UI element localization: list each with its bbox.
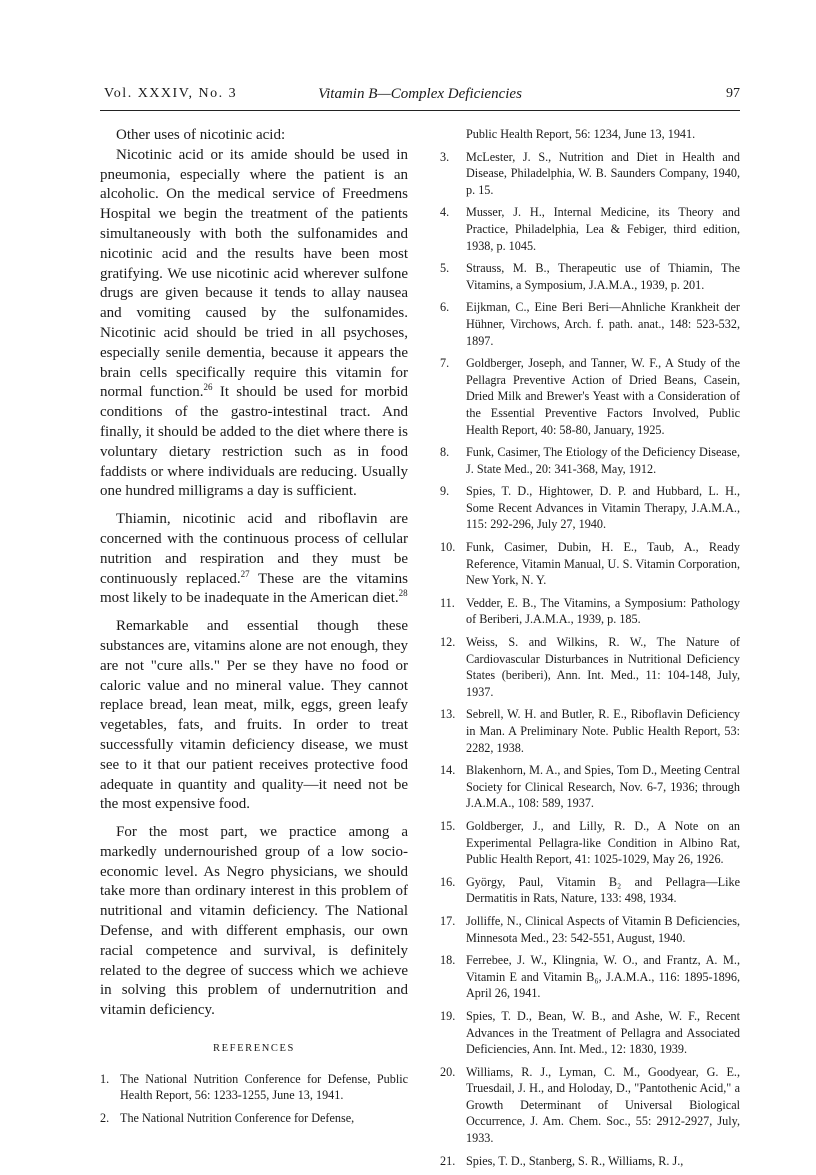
reference-text: Musser, J. H., Internal Medicine, its Theory and Practice, Philadelphia, Lea & Febiger, third edition, 1938, p. 1045. <box>466 205 740 253</box>
reference-number: 14. <box>440 763 456 778</box>
references-heading: REFERENCES <box>213 1043 295 1055</box>
reference-item <box>440 149 740 199</box>
p2-mid: These are the vitamins most likely to be inadequate in the American diet. <box>100 570 408 607</box>
reference-number: 3. <box>440 149 450 164</box>
paragraph-4: For the most part, we practice among a markedly undernourished group of a low socio-economic level. As Negro physicians, we should take more than ordinary interest in this problem of nutritional and vitamin deficiency. The National Defense, and with different emphasis, our own racial competence and survival, is definitely related to the degree of success which we achieve in solving this problem of undernutrition and vitamin deficiency. <box>100 824 408 1019</box>
reference-item <box>440 874 740 907</box>
reference-item <box>440 595 740 628</box>
reference-text: György, Paul, Vitamin B₂ and Pellagra—Like Dermatitis in Rats, Nature, 133: 498, 1934. <box>466 874 740 906</box>
reference-text: Eijkman, C., Eine Beri Beri—Ahnliche Krankheit der Hühner, Virchows, Arch. f. path. anat., 148: 523-532, 1897. <box>466 300 740 348</box>
reference-number: 9. <box>440 484 450 499</box>
reference-item <box>100 1071 408 1104</box>
reference-number: 17. <box>440 913 456 928</box>
reference-number: 1. <box>100 1071 110 1086</box>
reference-number: 11. <box>440 595 455 610</box>
left-column <box>100 126 408 1133</box>
reference-number: 7. <box>440 356 450 371</box>
reference-item <box>440 444 740 477</box>
reference-item <box>100 1110 408 1127</box>
reference-text: The National Nutrition Conference for Defense, <box>120 1111 355 1126</box>
reference-item <box>440 762 740 812</box>
reference-text: Ferrebee, J. W., Klingnia, W. O., and Frantz, A. M., Vitamin E and Vitamin B₆, J.A.M.A., 116: 1895-1896, April 26, 1941. <box>466 953 740 1001</box>
reference-text: Weiss, S. and Wilkins, R. W., The Nature of Cardiovascular Disturbances in Nutritional Deficiency States (beriberi), Ann. Int. Med., 11: 104-148, July, 1937. <box>466 635 740 699</box>
paragraph-2 <box>100 510 408 609</box>
reference-text: Goldberger, Joseph, and Tanner, W. F., A Study of the Pellagra Preventive Action of Dried Beans, Casein, Dried Milk and Brewer's Yeast with a Consideration of the Essential Preventive Factors Involved, Public Health Report, 40: 58-80, January, 1925. <box>466 356 740 437</box>
reference-text: Goldberger, J., and Lilly, R. D., A Note on an Experimental Pellagra-like Condition in Albino Rat, Public Health Report, 41: 1025-1029, May 26, 1926. <box>466 818 740 867</box>
right-column <box>440 126 740 1175</box>
header-rule <box>100 110 740 111</box>
p2-text: Thiamin, nicotinic acid and riboflavin are concerned with the continuous process of cellular nutrition and respiration and they must be continuously replaced. <box>100 511 408 587</box>
reference-number: 2. <box>100 1111 110 1126</box>
reference-number: 8. <box>440 445 450 460</box>
reference-item <box>440 1008 740 1058</box>
reference-text: Spies, T. D., Bean, W. B., and Ashe, W. F., Recent Advances in the Treatment of Pellagra and Associated Deficiencies, Ann. Int. Med., 12: 1830, 1939. <box>466 1008 740 1057</box>
paragraph-1 <box>100 146 408 502</box>
reference-text: Sebrell, W. H. and Butler, R. E., Riboflavin Deficiency in Man. A Preliminary Note. Public Health Report, 53: 2282, 1938. <box>466 707 740 755</box>
reference-item <box>440 706 740 756</box>
reference-item <box>440 1064 740 1147</box>
reference-number: 16. <box>440 874 456 889</box>
running-title: Vitamin B—Complex Deficiencies <box>318 86 522 102</box>
reference-text: Williams, R. J., Lyman, C. M., Goodyear, G. E., Truesdail, J. H., and Holoday, D., "Pantothenic Acid," a Growth Determinant of Universal Biological Occurrence, J. Am. Chem. Soc., 55: 2912-2927, July, 1933. <box>466 1064 740 1146</box>
reference-2-continuation: Public Health Report, 56: 1234, June 13, 1941. <box>466 127 696 141</box>
reference-item <box>440 260 740 293</box>
reference-text: Strauss, M. B., Therapeutic use of Thiamin, The Vitamins, a Symposium, J.A.M.A., 1939, p. 201. <box>466 261 740 292</box>
page-number: 97 <box>726 86 740 101</box>
reference-number: 20. <box>440 1064 456 1079</box>
reference-text: Vedder, E. B., The Vitamins, a Symposium: Pathology of Beriberi, J.A.M.A., 1939, p. 185. <box>466 595 740 627</box>
footnote-27: 27 <box>240 568 250 579</box>
footnote-26: 26 <box>203 382 213 393</box>
reference-text: The National Nutrition Conference for Defense, Public Health Report, 56: 1233-1255, June 13, 1941. <box>120 1071 408 1103</box>
reference-number: 4. <box>440 205 450 220</box>
paragraph-3: Remarkable and essential though these substances are, vitamins alone are not enough, they are not "cure alls." Per se they have no food or caloric value and no mineral value. They cannot replace bread, lean meat, milk, eggs, green leafy vegetables, fats, and fruits. In order to treat successfully vitamin deficiency disease, we must see to it that our patient receives protective food adequate in quantity and quality—it need not be the most expensive food. <box>100 618 408 813</box>
reference-number: 10. <box>440 540 456 555</box>
footnote-28: 28 <box>398 588 408 599</box>
reference-text: Blakenhorn, M. A., and Spies, Tom D., Meeting Central Society for Clinical Research, Nov. 6-7, 1936; through J.A.M.A., 108: 589, 1937. <box>466 763 740 811</box>
reference-text: Funk, Casimer, The Etiology of the Deficiency Disease, J. State Med., 20: 341-368, May, 1912. <box>466 445 740 476</box>
reference-number: 15. <box>440 818 456 833</box>
p1-text: Nicotinic acid or its amide should be used in pneumonia, especially where the patient is an alcoholic. On the medical service of Freedmens Hospital we begin the treatment of the patients simultaneously with both the sulfonamides and nicotinic acid and the results have been most gratifying. We use nicotinic acid wherever sulfone drugs are given because it tends to allay nausea and vomiting caused by the sulfonamides. Nicotinic acid should be tried in all psychoses, especially senile dementia, because it appears the brain cells specifically require this vitamin for normal function. <box>100 146 408 401</box>
references-list-left <box>100 1071 408 1127</box>
reference-number: 12. <box>440 635 456 650</box>
reference-item <box>440 634 740 700</box>
reference-text: Spies, T. D., Stanberg, S. R., Williams, R. J., <box>466 1153 684 1168</box>
reference-item <box>440 913 740 946</box>
reference-number: 19. <box>440 1008 456 1023</box>
reference-number: 5. <box>440 261 450 276</box>
p1-tail: It should be used for morbid conditions of the gastro-intestinal tract. And finally, it should be added to the diet where there is voluntary dietary restriction such as in food faddists or where individuals are reducing. Usually one hundred milligrams a day is sufficient. <box>100 384 408 500</box>
reference-text: McLester, J. S., Nutrition and Diet in Health and Disease, Philadelphia, W. B. Saunders Company, 1940, p. 15. <box>466 149 740 197</box>
reference-item <box>440 952 740 1002</box>
reference-number: 13. <box>440 707 456 722</box>
volume-label: Vol. XXXIV, No. 3 <box>104 86 238 101</box>
reference-number: 21. <box>440 1153 456 1168</box>
reference-number: 18. <box>440 953 456 968</box>
reference-item <box>440 204 740 254</box>
reference-item <box>440 1153 740 1170</box>
reference-item <box>440 299 740 349</box>
reference-item <box>440 539 740 589</box>
running-header <box>100 86 740 110</box>
reference-text: Funk, Casimer, Dubin, H. E., Taub, A., Ready Reference, Vitamin Manual, U. S. Vitamin Corporation, New York, N. Y. <box>466 540 740 588</box>
reference-text: Spies, T. D., Hightower, D. P. and Hubbard, L. H., Some Recent Advances in Vitamin Therapy, J.A.M.A., 115: 292-296, July 27, 1940. <box>466 484 740 532</box>
reference-item <box>440 483 740 533</box>
reference-number: 6. <box>440 300 450 315</box>
reference-text: Jolliffe, N., Clinical Aspects of Vitamin B Deficiencies, Minnesota Med., 23: 542-551, August, 1940. <box>466 913 740 945</box>
intro-line: Other uses of nicotinic acid: <box>116 127 286 143</box>
reference-item <box>440 355 740 438</box>
references-list-right <box>440 149 740 1170</box>
reference-item <box>440 818 740 868</box>
